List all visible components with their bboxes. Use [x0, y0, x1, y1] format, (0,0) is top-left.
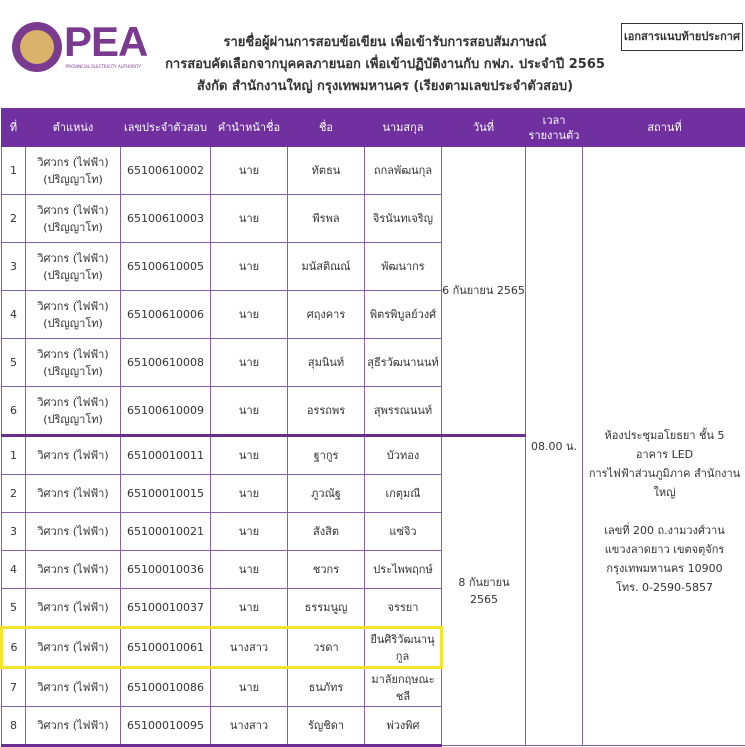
logo-subtext: PROVINCIAL ELECTRICITY AUTHORITY [66, 64, 141, 69]
place-line: ห้องประชุมอโยธยา ชั้น 5 [583, 426, 745, 445]
column-header: เวลา รายงานตัว [526, 109, 583, 147]
prefix-cell: นาย [211, 668, 288, 707]
column-header: วันที่ [442, 109, 526, 147]
title-line: รายชื่อผู้ผ่านการสอบข้อเขียน เพื่อเข้ารับการสอบสัมภาษณ์ [150, 32, 620, 54]
row-number-cell: 3 [2, 243, 26, 291]
first-name-cell: วรดา [288, 628, 365, 668]
first-name-cell: ศฤงคาร [288, 291, 365, 339]
row-number-cell: 4 [2, 551, 26, 589]
last-name-cell: ถกลพัฒนกุล [365, 147, 442, 195]
position-cell: วิศวกร (ไฟฟ้า) [26, 707, 121, 746]
place-line: แขวงลาดยาว เขตจตุจักร [583, 540, 745, 559]
table-row [2, 147, 745, 195]
row-number-cell: 6 [2, 387, 26, 436]
column-header: ชื่อ [288, 109, 365, 147]
prefix-cell: นาย [211, 475, 288, 513]
attachment-label: เอกสารแนบท้ายประกาศ [621, 23, 743, 51]
position-cell: วิศวกร (ไฟฟ้า) [26, 513, 121, 551]
column-header: คำนำหน้าชื่อ [211, 109, 288, 147]
last-name-cell: สุพรรณนนท์ [365, 387, 442, 436]
row-number-cell: 5 [2, 339, 26, 387]
prefix-cell: นาย [211, 551, 288, 589]
exam-id-cell: 65100010015 [121, 475, 211, 513]
report-time-cell: 08.00 น. [526, 147, 583, 746]
candidates-table [0, 108, 745, 747]
exam-id-cell: 65100010037 [121, 589, 211, 628]
exam-id-cell: 65100610005 [121, 243, 211, 291]
last-name-cell: มาลัยกฤษณะชลี [365, 668, 442, 707]
position-cell: วิศวกร (ไฟฟ้า) (ปริญญาโท) [26, 339, 121, 387]
title-line: สังกัด สำนักงานใหญ่ กรุงเทพมหานคร (เรียงตามเลขประจำตัวสอบ) [150, 76, 620, 98]
last-name-cell: บัวทอง [365, 436, 442, 475]
date-cell: 8 กันยายน 2565 [442, 436, 526, 746]
place-cell [583, 147, 745, 746]
exam-id-cell: 65100610008 [121, 339, 211, 387]
first-name-cell: ทัตธน [288, 147, 365, 195]
place-line: กรุงเทพมหานคร 10900 [583, 559, 745, 578]
last-name-cell: จิรนันทเจริญ [365, 195, 442, 243]
position-cell: วิศวกร (ไฟฟ้า) (ปริญญาโท) [26, 291, 121, 339]
prefix-cell: นาย [211, 513, 288, 551]
prefix-cell: นาย [211, 291, 288, 339]
exam-id-cell: 65100010095 [121, 707, 211, 746]
row-number-cell: 8 [2, 707, 26, 746]
place-line [583, 502, 745, 521]
last-name-cell: ประไพพฤกษ์ [365, 551, 442, 589]
last-name-cell: ยืนศิริวัฒนานุกูล [365, 628, 442, 668]
logo-text: PEA [64, 18, 147, 66]
first-name-cell: มนัสติณณ์ [288, 243, 365, 291]
prefix-cell: นาย [211, 436, 288, 475]
exam-id-cell: 65100610002 [121, 147, 211, 195]
first-name-cell: อรรถพร [288, 387, 365, 436]
first-name-cell: พีรพล [288, 195, 365, 243]
exam-id-cell: 65100010011 [121, 436, 211, 475]
position-cell: วิศวกร (ไฟฟ้า) [26, 475, 121, 513]
row-number-cell: 6 [2, 628, 26, 668]
first-name-cell: ธนภัทร [288, 668, 365, 707]
first-name-cell: สุมนินท์ [288, 339, 365, 387]
prefix-cell: นาย [211, 339, 288, 387]
pea-seal-icon [12, 22, 62, 72]
prefix-cell: นางสาว [211, 707, 288, 746]
prefix-cell: นาย [211, 243, 288, 291]
first-name-cell: รัญชิดา [288, 707, 365, 746]
row-number-cell: 2 [2, 475, 26, 513]
exam-id-cell: 65100010036 [121, 551, 211, 589]
position-cell: วิศวกร (ไฟฟ้า) (ปริญญาโท) [26, 195, 121, 243]
position-cell: วิศวกร (ไฟฟ้า) (ปริญญาโท) [26, 387, 121, 436]
exam-id-cell: 65100610003 [121, 195, 211, 243]
last-name-cell: พิตรพิบูลย์วงศ์ [365, 291, 442, 339]
place-line: โทร. 0-2590-5857 [583, 578, 745, 597]
row-number-cell: 2 [2, 195, 26, 243]
place-line: เลขที่ 200 ถ.งามวงศ์วาน [583, 521, 745, 540]
row-number-cell: 1 [2, 436, 26, 475]
title-line: การสอบคัดเลือกจากบุคคลภายนอก เพื่อเข้าปฏิบัติงานกับ กฟภ. ประจำปี 2565 [150, 54, 620, 76]
position-cell: วิศวกร (ไฟฟ้า) [26, 436, 121, 475]
position-cell: วิศวกร (ไฟฟ้า) (ปริญญาโท) [26, 243, 121, 291]
last-name-cell: แซ่จิว [365, 513, 442, 551]
row-number-cell: 1 [2, 147, 26, 195]
date-cell: 6 กันยายน 2565 [442, 147, 526, 436]
last-name-cell: จรรยา [365, 589, 442, 628]
prefix-cell: นาย [211, 147, 288, 195]
position-cell: วิศวกร (ไฟฟ้า) [26, 589, 121, 628]
last-name-cell: สุธีรวัฒนานนท์ [365, 339, 442, 387]
first-name-cell: ภูวณัฐ [288, 475, 365, 513]
row-number-cell: 7 [2, 668, 26, 707]
column-header: เลขประจำตัวสอบ [121, 109, 211, 147]
prefix-cell: นาย [211, 387, 288, 436]
exam-id-cell: 65100610009 [121, 387, 211, 436]
first-name-cell: ธรรมนูญ [288, 589, 365, 628]
first-name-cell: สังสิต [288, 513, 365, 551]
place-line: อาคาร LED [583, 445, 745, 464]
document-title [150, 32, 620, 98]
position-cell: วิศวกร (ไฟฟ้า) (ปริญญาโท) [26, 147, 121, 195]
position-cell: วิศวกร (ไฟฟ้า) [26, 551, 121, 589]
exam-id-cell: 65100010086 [121, 668, 211, 707]
place-line: การไฟฟ้าส่วนภูมิภาค สำนักงานใหญ่ [583, 464, 745, 502]
exam-id-cell: 65100010021 [121, 513, 211, 551]
pea-logo [12, 22, 142, 74]
last-name-cell: พ่วงพิศ [365, 707, 442, 746]
exam-id-cell: 65100010061 [121, 628, 211, 668]
row-number-cell: 5 [2, 589, 26, 628]
column-header: สถานที่ [583, 109, 745, 147]
last-name-cell: พัฒนากร [365, 243, 442, 291]
prefix-cell: นางสาว [211, 628, 288, 668]
position-cell: วิศวกร (ไฟฟ้า) [26, 628, 121, 668]
column-header: นามสกุล [365, 109, 442, 147]
row-number-cell: 3 [2, 513, 26, 551]
column-header: ตำแหน่ง [26, 109, 121, 147]
exam-id-cell: 65100610006 [121, 291, 211, 339]
prefix-cell: นาย [211, 195, 288, 243]
column-header: ที่ [2, 109, 26, 147]
last-name-cell: เกตุมณี [365, 475, 442, 513]
row-number-cell: 4 [2, 291, 26, 339]
prefix-cell: นาย [211, 589, 288, 628]
position-cell: วิศวกร (ไฟฟ้า) [26, 668, 121, 707]
first-name-cell: ฐากูร [288, 436, 365, 475]
first-name-cell: ชวกร [288, 551, 365, 589]
